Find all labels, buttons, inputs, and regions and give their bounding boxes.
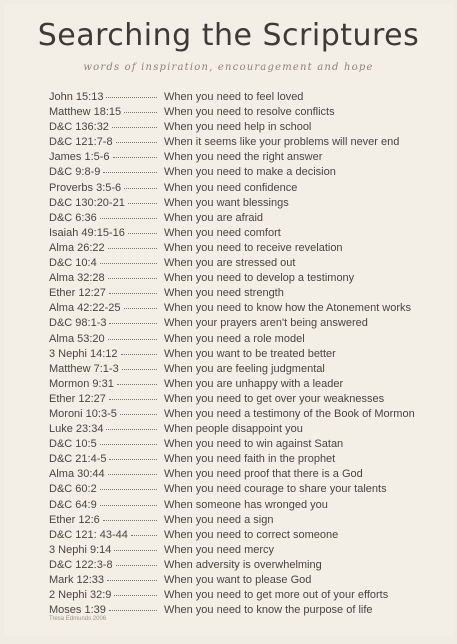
- scripture-occasion: When your prayers aren't being answered: [164, 317, 368, 330]
- dot-leader: [113, 156, 157, 158]
- scripture-reference: D&C 121:7-8: [49, 136, 113, 149]
- list-item: [49, 467, 429, 482]
- scripture-reference: D&C 98:1-3: [49, 317, 107, 330]
- scripture-occasion: When you are afraid: [164, 211, 264, 224]
- scripture-reference: Matthew 7:1-3: [49, 362, 119, 375]
- dot-leader: [100, 443, 157, 445]
- list-item: [49, 211, 429, 226]
- scripture-reference: D&C 121: 43-44: [49, 528, 128, 541]
- scripture-occasion: When you need a sign: [164, 513, 274, 526]
- list-item: [49, 226, 429, 241]
- list-item: [49, 286, 429, 301]
- list-item: [49, 558, 429, 573]
- list-item: [49, 241, 429, 256]
- list-item: [49, 256, 429, 271]
- scripture-occasion: When you need strength: [164, 287, 284, 300]
- dot-leader: [108, 338, 157, 340]
- scripture-occasion: When adversity is overwhelming: [164, 558, 322, 571]
- list-item: [49, 120, 429, 135]
- scripture-reference: Ether 12:27: [49, 287, 106, 300]
- credit-text: Tresa Edmunds 2006: [49, 616, 107, 622]
- list-item: [49, 407, 429, 422]
- scripture-occasion: When you want to be treated better: [164, 347, 336, 360]
- scripture-occasion: When people disappoint you: [164, 423, 303, 436]
- list-item: [49, 452, 429, 467]
- dot-leader: [114, 594, 157, 596]
- list-item: [49, 196, 429, 211]
- page-subtitle: words of inspiration, encouragement and hope: [83, 62, 374, 73]
- scripture-occasion: When you need to receive revelation: [164, 241, 343, 254]
- list-item: [49, 573, 429, 588]
- scripture-occasion: When you need to get over your weaknesses: [164, 392, 385, 405]
- scripture-reference: D&C 9:8-9: [49, 166, 101, 179]
- list-item: [49, 271, 429, 286]
- list-item: [49, 543, 429, 558]
- list-item: [49, 437, 429, 452]
- scripture-reference: Moses 1:39: [49, 604, 106, 617]
- list-item: [49, 528, 429, 543]
- list-item: [49, 498, 429, 513]
- scripture-reference: Isaiah 49:15-16: [49, 226, 125, 239]
- scripture-occasion: When you are feeling judgmental: [164, 362, 325, 375]
- dot-leader: [114, 549, 157, 551]
- scripture-reference: D&C 10:4: [49, 257, 97, 270]
- list-item: [49, 422, 429, 437]
- list-item: [49, 482, 429, 497]
- dot-leader: [100, 217, 157, 219]
- scripture-occasion: When you need to develop a testimony: [164, 272, 355, 285]
- scripture-reference: Matthew 18:15: [49, 106, 122, 119]
- list-item: [49, 90, 429, 105]
- scripture-reference: 3 Nephi 14:12: [49, 347, 118, 360]
- dot-leader: [128, 232, 157, 234]
- scripture-reference: D&C 21:4-5: [49, 453, 107, 466]
- scripture-reference: Ether 12:27: [49, 392, 106, 405]
- dot-leader: [122, 368, 157, 370]
- scripture-reference: 3 Nephi 9:14: [49, 543, 112, 556]
- scripture-occasion: When you need to know the purpose of life: [164, 604, 373, 617]
- dot-leader: [109, 398, 157, 400]
- list-item: [49, 392, 429, 407]
- scripture-reference: D&C 60:2: [49, 483, 97, 496]
- dot-leader: [116, 141, 157, 143]
- dot-leader: [100, 262, 157, 264]
- scripture-reference: Alma 53:20: [49, 332, 105, 345]
- scripture-reference: John 15:13: [49, 91, 104, 103]
- dot-leader: [116, 564, 157, 566]
- scripture-reference: Mormon 9:31: [49, 377, 114, 390]
- dot-leader: [103, 519, 157, 521]
- scripture-reference: James 1:5-6: [49, 151, 110, 164]
- list-item: [49, 165, 429, 180]
- scripture-occasion: When you need to win against Satan: [164, 438, 344, 451]
- scripture-list: [49, 90, 429, 618]
- dot-leader: [121, 353, 157, 355]
- list-item: [49, 181, 429, 196]
- list-item: [49, 105, 429, 120]
- list-item: [49, 377, 429, 392]
- scripture-reference: D&C 130:20-21: [49, 196, 125, 209]
- scripture-occasion: When you need to make a decision: [164, 166, 336, 179]
- scripture-occasion: When you need to resolve conflicts: [164, 106, 335, 119]
- dot-leader: [108, 247, 157, 249]
- dot-leader: [112, 126, 157, 128]
- scripture-occasion: When you need faith in the prophet: [164, 453, 336, 466]
- scripture-occasion: When you need to correct someone: [164, 528, 339, 541]
- scripture-reference: Alma 42:22-25: [49, 302, 121, 315]
- list-item: [49, 301, 429, 316]
- scripture-occasion: When you need to feel loved: [164, 91, 304, 103]
- dot-leader: [103, 171, 157, 173]
- dot-leader: [124, 307, 157, 309]
- dot-leader: [128, 202, 157, 204]
- scripture-reference: Alma 30:44: [49, 468, 105, 481]
- dot-leader: [107, 579, 157, 581]
- dot-leader: [109, 609, 157, 611]
- dot-leader: [124, 187, 157, 189]
- scripture-occasion: When you need proof that there is a God: [164, 468, 363, 481]
- list-item: [49, 135, 429, 150]
- scripture-occasion: When you need a testimony of the Book of Mormon: [164, 407, 415, 420]
- scripture-occasion: When you need courage to share your talents: [164, 483, 387, 496]
- dot-leader: [108, 277, 157, 279]
- list-item: [49, 332, 429, 347]
- dot-leader: [100, 504, 157, 506]
- list-item: [49, 513, 429, 528]
- scripture-reference: Luke 23:34: [49, 423, 104, 436]
- scripture-occasion: When you are unhappy with a leader: [164, 377, 344, 390]
- scripture-reference: Moroni 10:3-5: [49, 407, 117, 420]
- scripture-occasion: When you want to please God: [164, 574, 312, 586]
- scripture-occasion: When you need comfort: [164, 226, 281, 239]
- dot-leader: [109, 292, 157, 294]
- poster: [4, 4, 453, 636]
- list-item: [49, 316, 429, 331]
- list-item: [49, 362, 429, 377]
- dot-leader: [100, 488, 157, 490]
- list-item: [49, 150, 429, 165]
- scripture-reference: Alma 26:22: [49, 241, 105, 254]
- scripture-reference: Proverbs 3:5-6: [49, 181, 122, 194]
- dot-leader: [109, 322, 157, 324]
- scripture-occasion: When you need mercy: [164, 543, 275, 556]
- scripture-occasion: When someone has wronged you: [164, 498, 328, 511]
- scripture-occasion: When you need help in school: [164, 121, 312, 134]
- dot-leader: [120, 413, 157, 415]
- dot-leader: [109, 458, 157, 460]
- list-item: [49, 588, 429, 603]
- scripture-occasion: When you need a role model: [164, 332, 305, 345]
- scripture-reference: D&C 64:9: [49, 498, 97, 511]
- scripture-reference: D&C 136:32: [49, 121, 109, 134]
- dot-leader: [117, 383, 157, 385]
- list-item: [49, 347, 429, 362]
- dot-leader: [131, 534, 157, 536]
- dot-leader: [106, 96, 157, 98]
- scripture-reference: Alma 32:28: [49, 272, 105, 285]
- scripture-occasion: When you need to get more out of your efforts: [164, 589, 389, 602]
- scripture-occasion: When you need to know how the Atonement works: [164, 302, 412, 315]
- dot-leader: [106, 428, 157, 430]
- scripture-reference: 2 Nephi 32:9: [49, 589, 112, 602]
- dot-leader: [108, 473, 157, 475]
- scripture-reference: D&C 6:36: [49, 211, 97, 224]
- scripture-reference: Ether 12:6: [49, 513, 100, 526]
- scripture-occasion: When you are stressed out: [164, 257, 296, 270]
- scripture-occasion: When you need the right answer: [164, 151, 323, 164]
- scripture-reference: D&C 10:5: [49, 438, 97, 451]
- scripture-reference: Mark 12:33: [49, 574, 105, 586]
- scripture-occasion: When you want blessings: [164, 196, 289, 209]
- scripture-reference: D&C 122:3-8: [49, 558, 113, 571]
- scripture-occasion: When it seems like your problems will never end: [164, 136, 400, 149]
- page-title: Searching the Scriptures: [37, 18, 420, 53]
- dot-leader: [124, 111, 157, 113]
- scripture-occasion: When you need confidence: [164, 181, 298, 194]
